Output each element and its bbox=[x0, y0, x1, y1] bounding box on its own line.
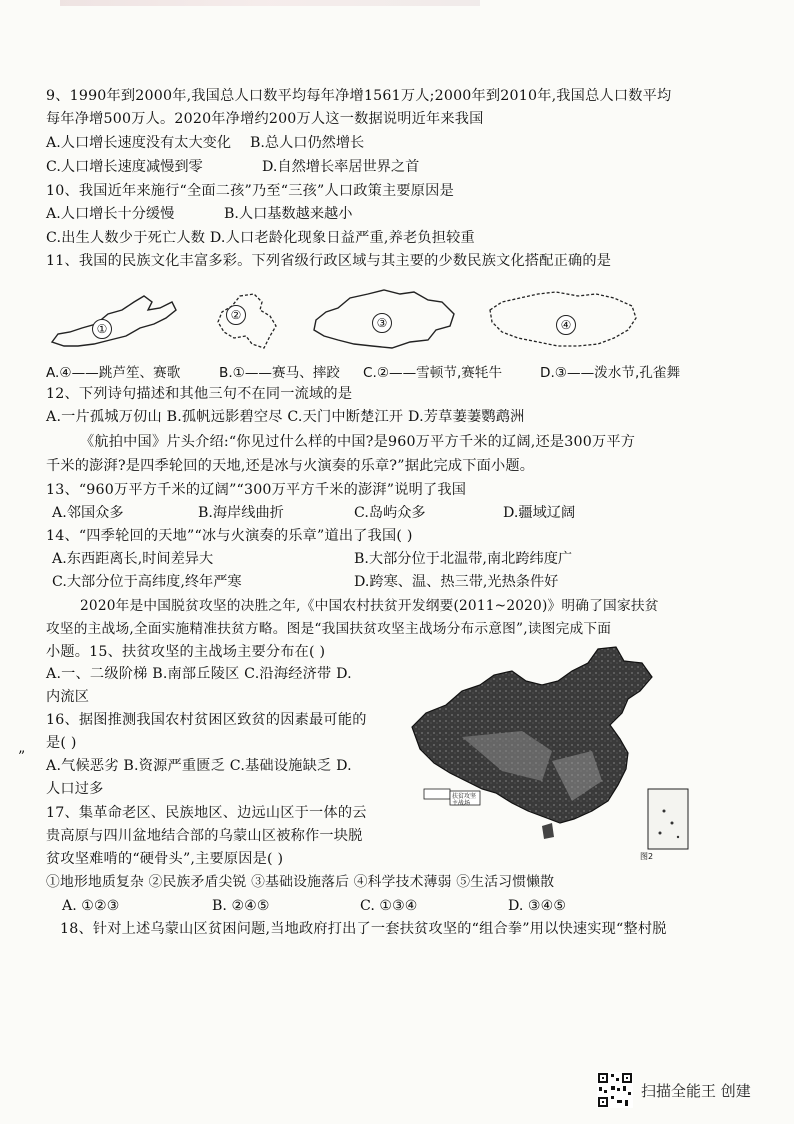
q15-options-line2: 内流区 bbox=[46, 689, 90, 705]
q17-stem-line3: 贫攻坚难啃的“硬骨头”,主要原因是( ) bbox=[46, 851, 284, 867]
map-legend: 扶贫攻坚主战场 bbox=[452, 793, 477, 807]
q16-options-line1: A.气候恶劣 B.资源严重匮乏 C.基础设施缺乏 D. bbox=[46, 758, 352, 774]
q11-option-c: C.②——雪顿节,赛牦牛 bbox=[363, 365, 503, 381]
q16-stem-line2: 是( ) bbox=[46, 735, 77, 751]
q12-options: A.一片孤城万仞山 B.孤帆远影碧空尽 C.天门中断楚江开 D.芳草萋萋鹦鹉洲 bbox=[46, 409, 525, 425]
poverty-map-figure bbox=[402, 641, 694, 863]
q14-option-a: A.东西距离长,时间差异大 bbox=[52, 551, 214, 567]
q17-option-d: D. ③④⑤ bbox=[508, 898, 567, 914]
q11-option-d: D.③——泼水节,孔雀舞 bbox=[540, 365, 681, 381]
intro13-line1: 《航拍中国》片头介绍:“你见过什么样的中国?是960万平方千米的辽阔,还是300万平方 bbox=[80, 434, 636, 450]
map-label-2: ② bbox=[226, 305, 246, 325]
map-label-4: ④ bbox=[556, 315, 576, 335]
q9-option-c: C.人口增长速度减慢到零 bbox=[46, 159, 203, 175]
q14-stem: 14、“四季轮回的天地”“冰与火演奏的乐章”道出了我国( ) bbox=[46, 528, 413, 544]
province-map-2 bbox=[210, 292, 292, 350]
province-map-3 bbox=[310, 286, 460, 352]
q16-options-line2: 人口过多 bbox=[46, 781, 104, 797]
q13-option-b: B.海岸线曲折 bbox=[198, 505, 284, 521]
q11-option-b: B.①——赛马、摔跤 bbox=[219, 365, 340, 381]
q18-stem: 18、针对上述乌蒙山区贫困问题,当地政府打出了一套扶贫攻坚的“组合拳”用以快速实现“整村脱 bbox=[60, 921, 667, 937]
q13-option-d: D.疆域辽阔 bbox=[503, 505, 576, 521]
intro15-line1: 2020年是中国脱贫攻坚的决胜之年,《中国农村扶贫开发纲要(2011~2020)》明确了国家扶贫 bbox=[80, 598, 659, 614]
q10-option-b: B.人口基数越来越小 bbox=[224, 206, 353, 222]
q16-stem-line1: 16、据图推测我国农村贫困区致贫的因素最可能的 bbox=[46, 712, 367, 728]
q10-stem: 10、我国近年来施行“全面二孩”乃至“三孩”人口政策主要原因是 bbox=[46, 183, 454, 199]
province-map-1 bbox=[48, 292, 180, 350]
q9-option-d: D.自然增长率居世界之首 bbox=[262, 159, 420, 175]
china-map bbox=[402, 641, 694, 863]
q17-option-b: B. ②④⑤ bbox=[212, 898, 270, 914]
q17-factors: ①地形地质复杂 ②民族矛盾尖锐 ③基础设施落后 ④科学技术薄弱 ⑤生活习惯懒散 bbox=[46, 874, 555, 890]
intro15-line3: 小题。15、扶贫攻坚的主战场主要分布在( ) bbox=[46, 644, 326, 660]
q14-option-b: B.大部分位于北温带,南北跨纬度广 bbox=[354, 551, 573, 567]
q13-stem: 13、“960万平方千米的辽阔”“300万平方千米的澎湃”说明了我国 bbox=[46, 482, 467, 498]
q9-stem-line1: 9、1990年到2000年,我国总人口数平均每年净增1561万人;2000年到2010年,我国总人口数平均 bbox=[46, 88, 672, 104]
q17-stem-line2: 贵高原与四川盆地结合部的乌蒙山区被称作一块脱 bbox=[46, 828, 363, 844]
intro13-line2: 千米的澎湃?是四季轮回的天地,还是冰与火演奏的乐章?”据此完成下面小题。 bbox=[46, 458, 535, 474]
province-map-4 bbox=[486, 288, 640, 350]
scanner-watermark: 扫描全能王 创建 bbox=[641, 1082, 751, 1100]
top-edge-bleed bbox=[60, 0, 480, 6]
q14-option-d: D.跨寒、温、热三带,光热条件好 bbox=[354, 574, 559, 590]
q9-stem-line2: 每年净增500万人。2020年净增约200万人这一数据说明近年来我国 bbox=[46, 111, 484, 127]
q9-option-a: A.人口增长速度没有太大变化 bbox=[46, 135, 232, 151]
stray-quote-mark: ” bbox=[18, 749, 26, 765]
map-label-1: ① bbox=[92, 319, 112, 339]
q11-stem: 11、我国的民族文化丰富多彩。下列省级行政区域与其主要的少数民族文化搭配正确的是 bbox=[46, 253, 612, 269]
q11-option-a: A.④——跳芦笙、赛歌 bbox=[46, 365, 181, 381]
q13-option-c: C.岛屿众多 bbox=[354, 505, 426, 521]
qr-code-icon bbox=[597, 1072, 633, 1108]
intro15-line2: 攻坚的主战场,全面实施精准扶贫方略。图是“我国扶贫攻坚主战场分布示意图”,读图完成下面 bbox=[46, 621, 612, 637]
q15-options-line1: A.一、二级阶梯 B.南部丘陵区 C.沿海经济带 D. bbox=[46, 666, 352, 682]
q17-stem-line1: 17、集革命老区、民族地区、边远山区于一体的云 bbox=[46, 805, 367, 821]
q17-option-a: A. ①②③ bbox=[62, 898, 120, 914]
inner-mongolia-outline bbox=[48, 292, 180, 350]
q12-stem: 12、下列诗句描述和其他三句不在同一流域的是 bbox=[46, 386, 353, 402]
q17-option-c: C. ①③④ bbox=[360, 898, 418, 914]
map-label-3: ③ bbox=[372, 313, 392, 333]
ningxia-outline bbox=[210, 292, 292, 350]
q10-option-a: A.人口增长十分缓慢 bbox=[46, 206, 175, 222]
q14-option-c: C.大部分位于高纬度,终年严寒 bbox=[52, 574, 242, 590]
q10-option-cd: C.出生人数少于死亡人数 D.人口老龄化现象日益严重,养老负担较重 bbox=[46, 230, 475, 246]
figure-label: 图2 bbox=[640, 852, 654, 861]
q9-option-b: B.总人口仍然增长 bbox=[250, 135, 365, 151]
q13-option-a: A.邻国众多 bbox=[52, 505, 124, 521]
